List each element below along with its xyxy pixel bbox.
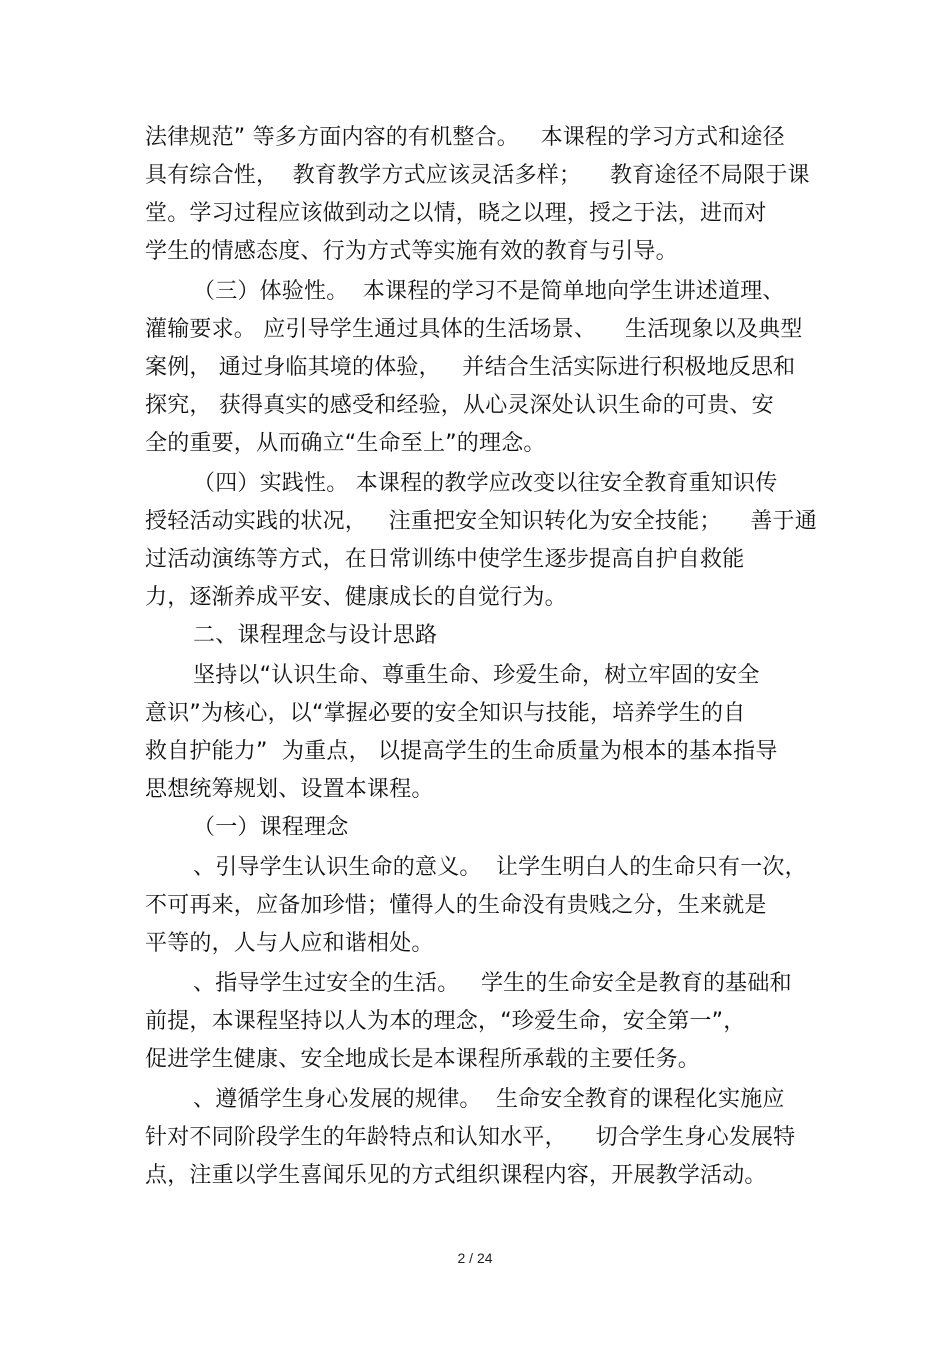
page-number: 2 / 24	[457, 1250, 493, 1266]
text-line: 过活动演练等方式，在日常训练中使学生逐步提高自护自救能	[145, 547, 745, 572]
text-line: （四）实践性。 本课程的教学应改变以往安全教育重知识传	[193, 471, 778, 496]
text-line: 不可再来，应备加珍惜；懂得人的生命没有贵贱之分，生来就是	[145, 893, 767, 918]
text-line: 促进学生健康、安全地成长是本课程所承载的主要任务。	[145, 1047, 701, 1072]
text-line: 思想统筹规划、设置本课程。	[145, 777, 434, 802]
text-line: （三）体验性。 本课程的学习不是简单地向学生讲述道理、	[193, 279, 785, 304]
text-line: 授轻活动实践的状况， 注重把安全知识转化为安全技能； 善于通	[145, 509, 817, 534]
text-line: 堂。学习过程应该做到动之以情，晓之以理，授之于法，进而对	[145, 201, 767, 226]
section-heading: 二、课程理念与设计思路	[193, 623, 438, 648]
text-line: 全的重要，从而确立“生命至上”的理念。	[145, 431, 546, 456]
text-line: 坚持以“认识生命、尊重生命、珍爱生命，树立牢固的安全	[193, 663, 760, 688]
text-line: 前提，本课程坚持以人为本的理念，“珍爱生命，安全第一”，	[145, 1009, 746, 1034]
text-line: 意识”为核心，以“掌握必要的安全知识与技能，培养学生的自	[145, 701, 746, 726]
text-line: 、引导学生认识生命的意义。 让学生明白人的生命只有一次，	[193, 855, 807, 880]
text-line: 探究， 获得真实的感受和经验，从心灵深处认识生命的可贵、安	[145, 393, 774, 418]
text-line: 案例， 通过身临其境的体验， 并结合生活实际进行积极地反思和	[145, 355, 796, 380]
text-line: 学生的情感态度、行为方式等实施有效的教育与引导。	[145, 239, 678, 264]
text-line: 针对不同阶段学生的年龄特点和认知水平， 切合学生身心发展特	[145, 1125, 796, 1150]
text-line: 、遵循学生身心发展的规律。 生命安全教育的课程化实施应	[193, 1087, 785, 1112]
text-line: 力，逐渐养成平安、健康成长的自觉行为。	[145, 585, 567, 610]
text-line: 具有综合性， 教育教学方式应该灵活多样； 教育途径不局限于课	[145, 163, 810, 188]
text-line: 平等的，人与人应和谐相处。	[145, 931, 434, 956]
subsection-heading: （一）课程理念	[193, 815, 349, 840]
text-line: 救自护能力” 为重点， 以提高学生的生命质量为根本的基本指导	[145, 739, 778, 764]
text-line: 点，注重以学生喜闻乐见的方式组织课程内容，开展教学活动。	[145, 1163, 767, 1188]
text-line: 灌输要求。 应引导学生通过具体的生活场景、 生活现象以及典型	[145, 317, 803, 342]
text-line: 法律规范” 等多方面内容的有机整合。 本课程的学习方式和途径	[145, 125, 785, 150]
text-line: 、指导学生过安全的生活。 学生的生命安全是教育的基础和	[193, 971, 792, 996]
